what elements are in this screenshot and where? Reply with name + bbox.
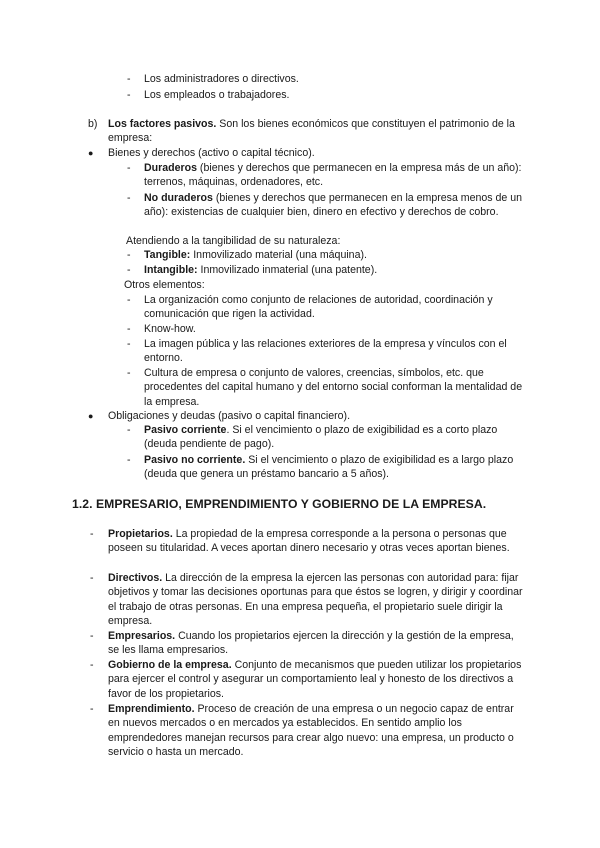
otros-intro: Otros elementos:	[124, 279, 205, 291]
list-item: - Cultura de empresa o conjunto de valores, creencias, símbolos, etc. que procedentes del capital humano y del entorno social conforman la mentalidad de la empresa.	[127, 367, 523, 408]
list-item: - Know-how.	[127, 323, 196, 335]
dash-marker: -	[127, 424, 131, 436]
dash-marker: -	[90, 572, 94, 584]
otros-list	[127, 293, 527, 410]
list-item: - Tangible: Inmovilizado material (una máquina).	[127, 249, 367, 261]
top-dash-list	[127, 72, 507, 104]
list-item: - La imagen pública y las relaciones exteriores de la empresa y vínculos con el entorno.	[127, 338, 507, 365]
list-item: - La organización como conjunto de relaciones de autoridad, coordinación y comunicación que rigen la actividad.	[127, 294, 493, 321]
definition-item: - Empresarios. Cuando los propietarios ejercen la dirección y la gestión de la empresa, se les llama empresarios.	[90, 630, 514, 657]
definitions-list	[90, 527, 526, 760]
definition-item: - Emprendimiento. Proceso de creación de una empresa o un negocio capaz de entrar en nuevos mercados o en mercados ya establecidos. En sentido amplio los emprendedores manejan recursos para crear algo nuevo: una empresa, un producto o servicio o hasta un mercado.	[90, 703, 514, 759]
dash-marker: -	[127, 264, 131, 276]
list-item: - No duraderos (bienes y derechos que permanecen en la empresa menos de un año): existencias de cualquier bien, dinero en efectivo y derechos de cobro.	[127, 192, 523, 219]
dash-marker: -	[90, 528, 94, 540]
factores-pasivos-title: Los factores pasivos.	[108, 118, 217, 130]
list-item: - Los administradores o directivos.	[127, 73, 299, 85]
dash-marker: -	[127, 162, 131, 174]
factores-pasivos-paragraph: b) Los factores pasivos. Son los bienes económicos que constituyen el patrimonio de la empresa:	[88, 118, 515, 145]
list-item: - Duraderos (bienes y derechos que permanecen en la empresa más de un año): terrenos, máquinas, ordenadores, etc.	[127, 162, 522, 189]
list-item: - Pasivo corriente. Si el vencimiento o plazo de exigibilidad es a corto plazo (deuda pendiente de pago).	[127, 424, 498, 451]
dash-marker: -	[90, 703, 94, 715]
dash-marker: -	[127, 294, 131, 306]
list-item: - Intangible: Inmovilizado inmaterial (una patente).	[127, 264, 378, 276]
list-item: - Los empleados o trabajadores.	[127, 89, 290, 101]
bullet-icon: ●	[88, 411, 94, 421]
dash-marker: -	[127, 89, 131, 101]
bullet-icon: ●	[88, 148, 94, 158]
dash-marker: -	[127, 367, 131, 379]
list-item: - Pasivo no corriente. Si el vencimiento o plazo de exigibilidad es a largo plazo (deuda que genera un préstamo bancario a 5 años).	[127, 454, 514, 481]
pasivo-list	[127, 423, 527, 483]
section-heading: 1.2. EMPRESARIO, EMPRENDIMIENTO Y GOBIERNO DE LA EMPRESA.	[72, 497, 487, 511]
definition-item: - Propietarios. La propiedad de la empresa corresponde a la persona o personas que poseen su titularidad. A veces aportan dinero necesario y otras veces aportan bienes.	[90, 528, 510, 555]
dash-marker: -	[127, 73, 131, 85]
dash-marker: -	[90, 659, 94, 671]
dash-marker: -	[127, 192, 131, 204]
dash-marker: -	[127, 249, 131, 261]
dash-marker: -	[127, 323, 131, 335]
definition-item: - Directivos. La dirección de la empresa la ejercen las personas con autoridad para: fijar objetivos y tomar las decisiones oportunas para que éstos se logren, y dirigir y coordinar el trabajo de otras personas. En una empresa pequeña, el propietario suele dirigir la empresa.	[90, 572, 523, 628]
dash-marker: -	[127, 454, 131, 466]
list-marker-b: b)	[88, 118, 98, 130]
dash-marker: -	[90, 630, 94, 642]
duraderos-list	[127, 161, 527, 234]
definition-item: - Gobierno de la empresa. Conjunto de mecanismos que pueden utilizar los propietarios para ejercer el control y asegurar un comportamiento leal y honesto de los directivos a favor de los propietarios.	[90, 659, 522, 700]
tangibilidad-list	[127, 248, 527, 278]
tangibilidad-intro: Atendiendo a la tangibilidad de su naturaleza:	[126, 235, 341, 247]
obligaciones-bullet: ● Obligaciones y deudas (pasivo o capital financiero).	[88, 410, 351, 422]
dash-marker: -	[127, 338, 131, 350]
bienes-bullet: ● Bienes y derechos (activo o capital técnico).	[88, 147, 315, 159]
